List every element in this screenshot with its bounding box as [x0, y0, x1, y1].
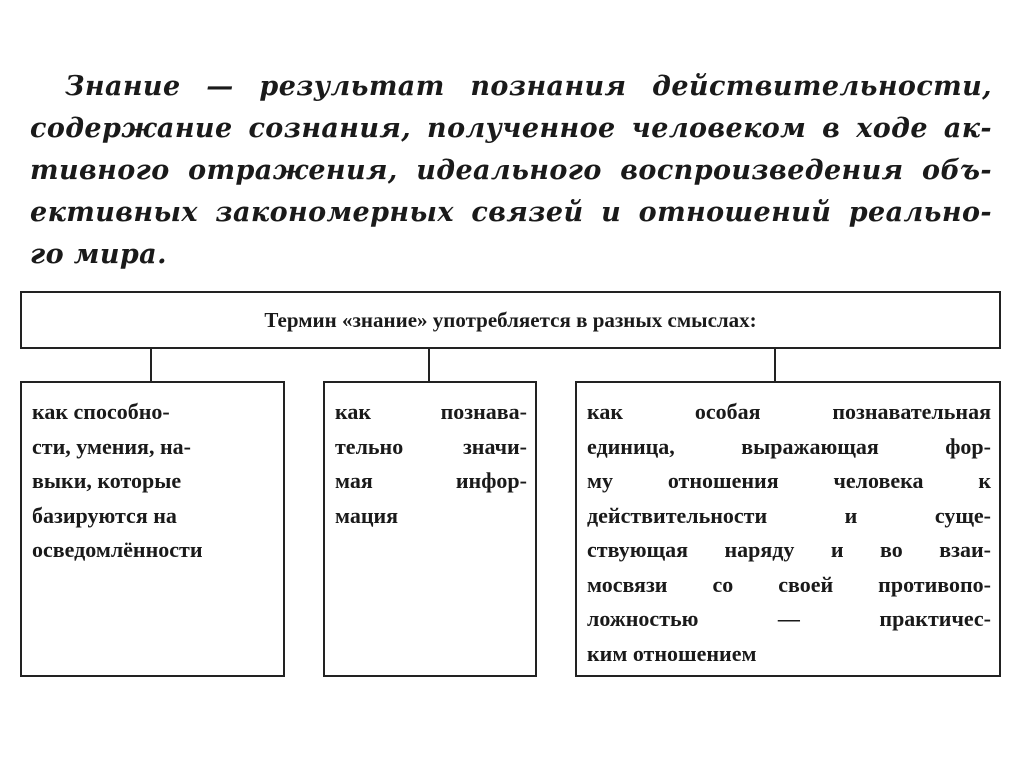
- box-line: ложностью — практичес-: [587, 606, 991, 631]
- box-line: действительности и суще-: [587, 502, 991, 528]
- definition-line: Знание — результат познания действительности,: [65, 71, 992, 102]
- definition-line: го мира.: [30, 239, 167, 270]
- box-line: как способно-: [32, 399, 170, 424]
- box-line: единица, выражающая фор-: [587, 433, 991, 459]
- meaning-box-information: [323, 381, 537, 677]
- diagram-header-box: [20, 291, 1001, 349]
- box-line: му отношения человека к: [587, 468, 991, 493]
- meaning-box-cognitive-unit: [575, 381, 1001, 677]
- box-line: как познава-: [335, 399, 527, 424]
- box-line: базируются на: [32, 502, 177, 528]
- definition-term: Знание: [65, 71, 181, 102]
- connector-line: [150, 349, 152, 381]
- definition-text: [30, 66, 992, 276]
- box-line: выки, которые: [32, 468, 182, 493]
- meaning-box-skills: [20, 381, 285, 677]
- box-line: мация: [335, 502, 399, 528]
- box-line: сти, умения, на-: [32, 433, 191, 459]
- box-line: мая инфор-: [335, 468, 527, 493]
- connector-line: [774, 349, 776, 381]
- connector-line: [428, 349, 430, 381]
- box-line: ким отношением: [587, 640, 757, 666]
- box-line: осведомлённости: [32, 537, 203, 562]
- box-line: тельно значи-: [335, 433, 527, 459]
- definition-line: ективных закономерных связей и отношений реально-: [30, 197, 992, 228]
- diagram-header: Термин «знание» употребляется в разных смыслах:: [264, 307, 757, 332]
- box-line: как особая познавательная: [587, 399, 991, 424]
- box-line: ствующая наряду и во взаи-: [587, 537, 991, 562]
- definition-line: тивного отражения, идеального воспроизведения объ-: [30, 155, 992, 186]
- box-line: мосвязи со своей противопо-: [587, 571, 991, 597]
- definition-line: содержание сознания, полученное человеком в ходе ак-: [30, 113, 992, 144]
